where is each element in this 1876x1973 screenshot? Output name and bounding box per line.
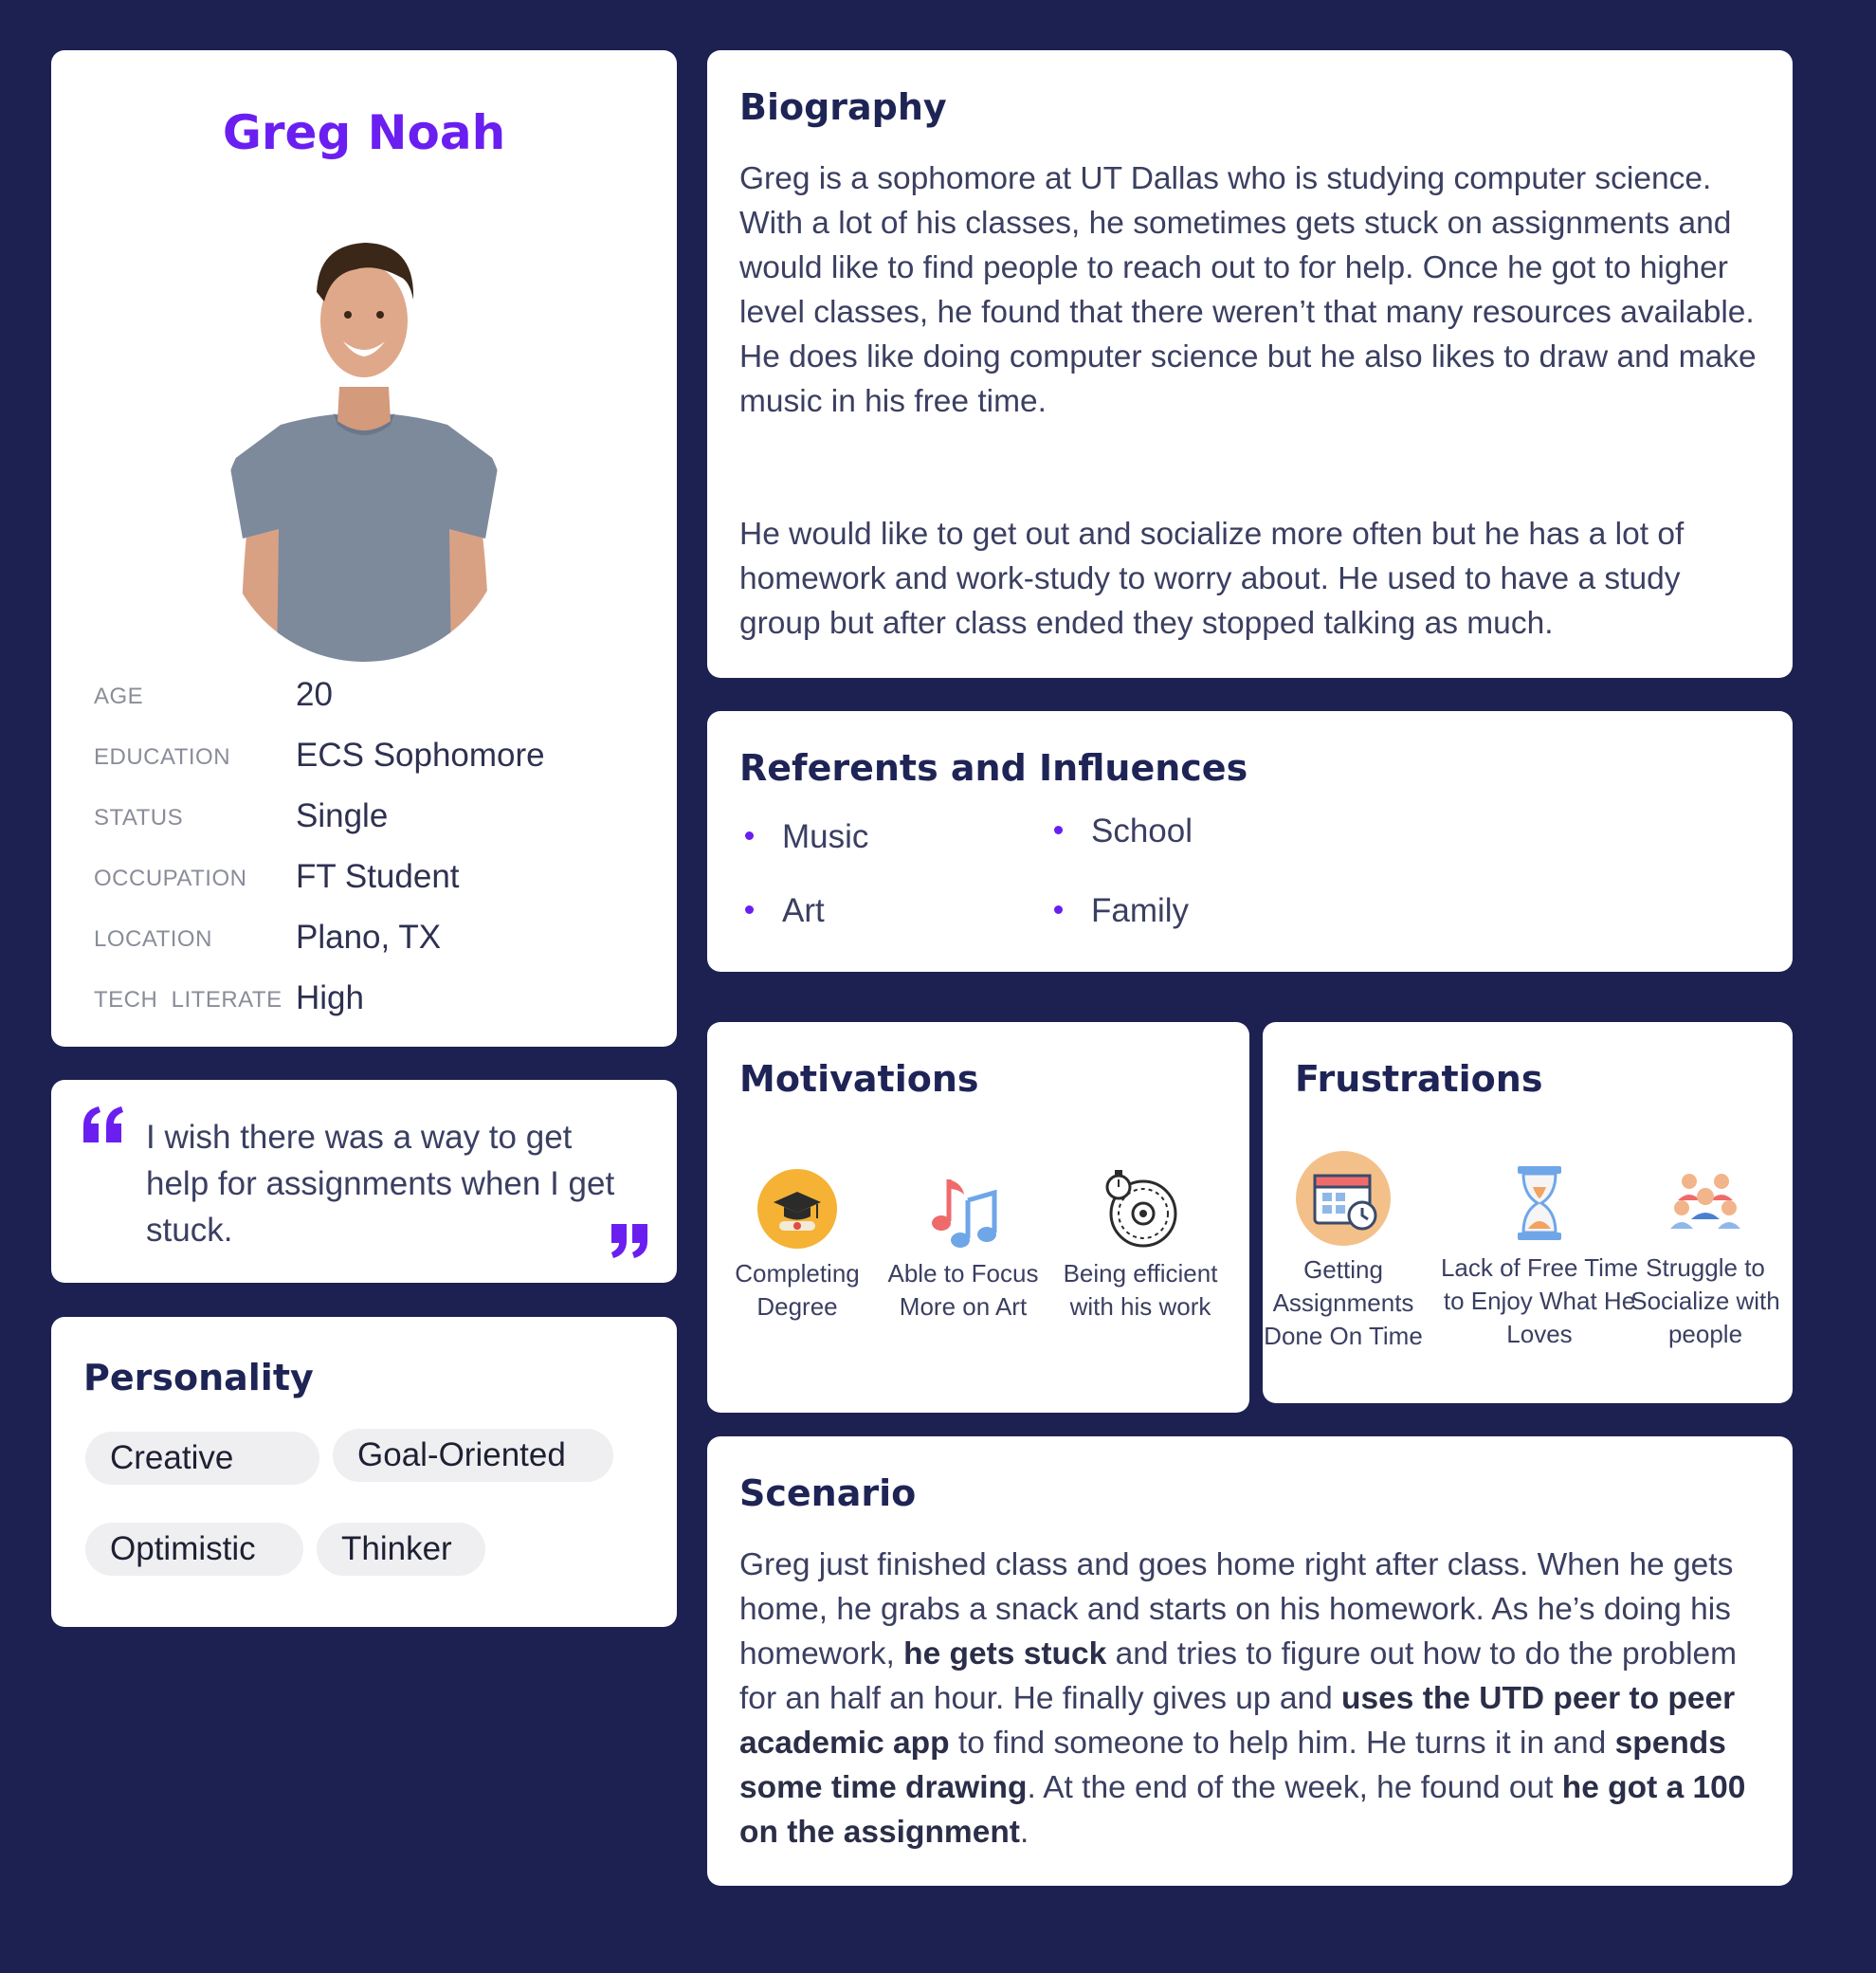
graduation-cap-icon [755,1166,840,1251]
referent-item [745,818,868,856]
referent-item [1054,813,1193,850]
attribute-row-education [94,733,653,790]
scenario-segment: . At the end of the week, he found out [1027,1770,1562,1805]
scenario-highlight: he got a 100 on the assignment [739,1770,1746,1850]
stopwatch-gear-icon [1098,1166,1183,1251]
motivation-item [883,1166,1044,1324]
attribute-label: LOCATION [94,926,212,952]
biography-paragraph: He would like to get out and socialize more often but he has a lot of homework and work-study to worry about. He used to have a study group but after class ended they stopped talking as much. [739,517,1685,641]
scenario-segment: and tries to figure out how to do the problem for an half an hour. He finally gives up and [739,1636,1738,1716]
hourglass-icon [1497,1160,1582,1246]
attribute-value: High [296,979,364,1016]
attribute-label: TECH LITERATE [94,987,282,1013]
music-notes-icon [920,1166,1006,1251]
attribute-value: Plano, TX [296,919,442,956]
scenario-segment: to find someone to help him. He turns it in and [949,1726,1615,1761]
scenario-highlight: uses the UTD peer to peer academic app [739,1681,1736,1761]
attribute-value: FT Student [296,858,460,895]
biography-paragraph: Greg is a sophomore at UT Dallas who is studying computer science. With a lot of his classes, he sometimes gets stuck on assignments and would like to find people to reach out to for help. Once he got to higher level classes, he found that there weren’t that many resources available. He does like doing computer science but he also likes to draw and make music in his free time. [739,161,1757,419]
section-title: Scenario [739,1472,917,1514]
section-title: Frustrations [1295,1058,1543,1100]
attribute-value: ECS Sophomore [296,737,545,774]
referent-label: Art [782,892,825,929]
referent-item [1054,892,1189,930]
section-title: Motivations [739,1058,979,1100]
referents-card [707,711,1793,972]
motivations-card [707,1022,1249,1413]
personality-tag: Goal-Oriented [333,1429,613,1482]
referent-label: School [1091,813,1193,849]
attribute-row-occupation [94,854,653,911]
section-title: Referents and Influences [739,747,1248,789]
attribute-label: EDUCATION [94,744,231,770]
referent-label: Music [782,818,869,855]
personality-tag: Creative [85,1432,319,1485]
frustration-label: Lack of Free Time to Enjoy What He Loves [1440,1253,1639,1348]
motivation-label: Completing Degree [735,1259,860,1321]
bullet-icon [1054,826,1063,834]
referent-item [745,892,825,930]
attribute-label: STATUS [94,805,184,831]
scenario-segment: Greg just finished class and goes home right after class. When he gets home, he grabs a snack and starts on his homework. As he’s doing his homework, [739,1547,1734,1672]
quote-card [51,1080,677,1283]
frustration-label: Getting Assignments Done On Time [1264,1255,1423,1350]
profile-card [51,50,677,1047]
frustrations-card [1263,1022,1793,1403]
personality-tag: Optimistic [85,1523,303,1576]
bullet-icon [1054,905,1063,914]
scenario-card [707,1436,1793,1886]
frustration-item [1435,1160,1644,1351]
scenario-highlight: spends some time drawing [739,1726,1726,1805]
attribute-label: OCCUPATION [94,866,247,891]
calendar-clock-icon [1294,1149,1393,1248]
attribute-label: AGE [94,684,144,709]
personality-tag: Thinker [317,1523,485,1576]
scenario-text [739,1543,1763,1854]
open-quote-icon [80,1105,125,1146]
bullet-icon [745,905,754,914]
motivation-label: Being efficient with his work [1063,1259,1218,1321]
attribute-row-age [94,672,653,729]
motivation-item [1060,1166,1221,1324]
frustration-label: Struggle to Socialize with people [1630,1253,1780,1348]
attribute-row-status [94,794,653,850]
section-title: Personality [83,1357,314,1398]
motivation-item [717,1166,878,1324]
referent-label: Family [1091,892,1190,929]
attribute-row-tech-literate [94,976,653,1032]
close-quote-icon [610,1222,651,1260]
scenario-highlight: he gets stuck [903,1636,1107,1672]
scenario-segment: . [1019,1815,1029,1850]
attribute-row-location [94,915,653,972]
frustration-item [1263,1149,1424,1353]
persona-name: Greg Noah [222,105,506,160]
frustration-item [1625,1160,1786,1351]
people-group-icon [1663,1160,1748,1246]
bullet-icon [745,831,754,840]
quote-text: I wish there was a way to get help for assignments when I get stuck. [146,1119,615,1249]
personality-card [51,1317,677,1627]
motivation-label: Able to Focus More on Art [887,1259,1039,1321]
profile-photo [214,226,514,667]
attribute-value: 20 [296,676,333,713]
attribute-value: Single [296,797,389,834]
section-title: Biography [739,86,947,128]
biography-card [707,50,1793,678]
